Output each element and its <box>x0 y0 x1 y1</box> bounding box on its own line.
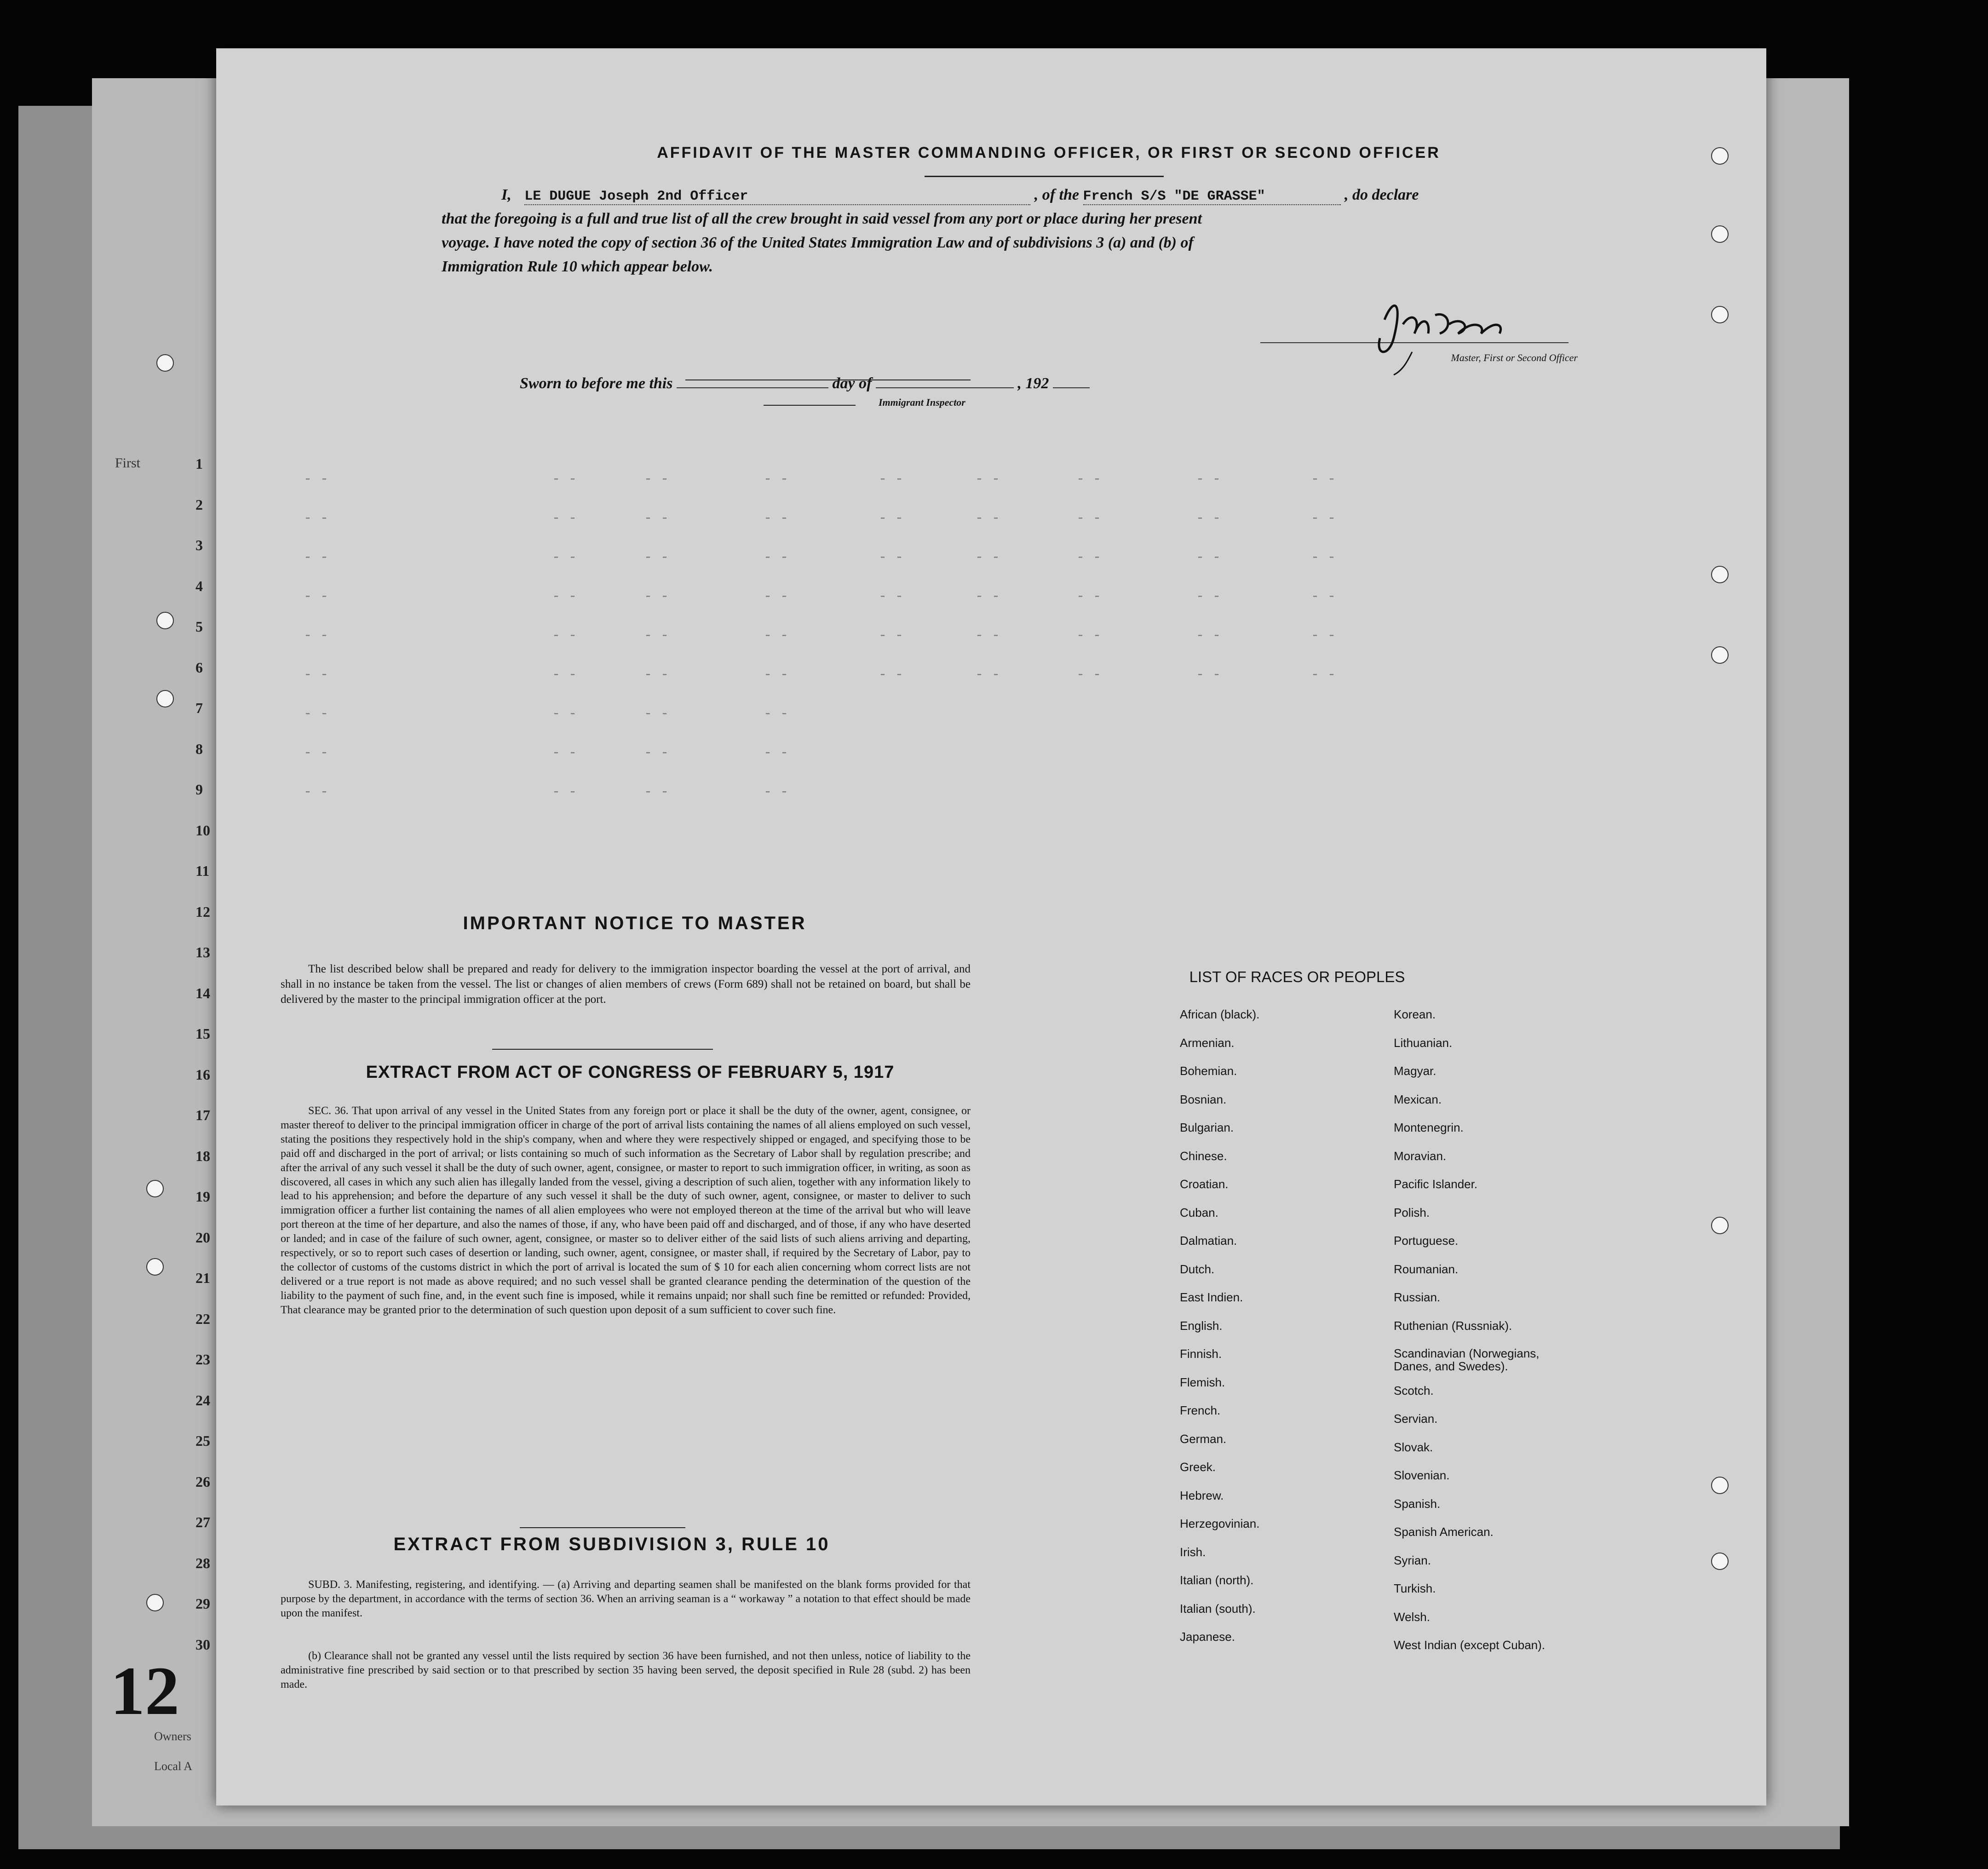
affidavit-line-1 <box>442 186 1674 205</box>
punch-hole <box>1711 1217 1729 1234</box>
punch-hole <box>146 1594 164 1611</box>
ghost-dash: - - <box>552 550 577 565</box>
ghost-dash: - - <box>879 511 904 526</box>
race-item: Russian. <box>1394 1290 1441 1304</box>
manifest-line-number: 22 <box>195 1310 210 1327</box>
notice-heading: IMPORTANT NOTICE TO MASTER <box>463 913 807 933</box>
ghost-dash: - - <box>304 472 329 487</box>
race-item: Bosnian. <box>1180 1092 1227 1106</box>
manifest-line-number: 28 <box>195 1554 210 1571</box>
sheet-number: 12 <box>110 1653 179 1729</box>
ghost-dash: - - <box>764 628 789 644</box>
ghost-dash: - - <box>879 472 904 487</box>
punch-hole <box>1711 566 1729 583</box>
inspector-caption: Immigrant Inspector <box>879 397 965 408</box>
ghost-dash: - - <box>1076 589 1102 604</box>
race-item: Spanish. <box>1394 1496 1441 1511</box>
manifest-line-number: 21 <box>195 1270 210 1286</box>
ghost-dash: - - <box>1196 550 1221 565</box>
manifest-line-number: 13 <box>195 944 210 960</box>
ghost-dash: - - <box>1196 511 1221 526</box>
ghost-dash: - - <box>1196 472 1221 487</box>
rule10-text-a: SUBD. 3. Manifesting, registering, and identifying. — (a) Arriving and departing seamen shall be manifested on the blank forms provided for that purpose by the department, in accordance with the terms of section 36. When an arriving seaman is a “ workaway ” a notation to that effect should be made upon the manifest. <box>281 1579 971 1619</box>
race-item: Mexican. <box>1394 1092 1442 1106</box>
act-text: SEC. 36. That upon arrival of any vessel in the United States from any foreign port or place it shall be the duty of the owner, agent, consignee, or master thereof to deliver to the principal immigration officer in charge of the port of arrival lists containing the names of all aliens employed on such vessel, stating the positions they respectively hold in the ship's company, when and where they were respectively shipped or engaged, and specifying those to be paid off and discharged in the port of arrival; or lists containing so much of such information as the Secretary of Labor shall by regulation prescribe; and after the arrival of any such vessel it shall be the duty of such owner, agent, consignee, or master to report to such immigration officer, in writing, as soon as discovered, all cases in which any such alien has illegally landed from the vessel, giving a description of such alien, together with any information likely to lead to his apprehension; and before the departure of any such vessel it shall be the duty of such owner, agent, consignee, or master to deliver to such immigration officer a further list containing the names of all alien employees who were not employed thereon at the time of the arrival but who will leave port thereon at the time of her departure, and also the names of those, if any, who have been paid off and discharged, and of those, if any who have deserted or landed; and in case of the failure of such owner, agent, consignee, or master so to deliver either of the said lists of such aliens arriving and departing, respectively, or so to report such cases of desertion or landing, such owner, agent, consignee, or master shall, if required by the Secretary of Labor, pay to the collector of customs of the customs district in which the port of arrival is located the sum of $ 10 for each alien concerning whom correct lists are not delivered or a true report is not made as above required; and no such vessel shall be granted clearance pending the determination of the question of the liability to the payment of such fine, and, in the event such fine is imposed, while it remains unpaid; nor shall such fine be remitted or refunded: Provided, That clearance may be granted prior to the determination of such question upon deposit of a sum sufficient to cover such fine. <box>281 1105 971 1316</box>
ghost-dash: - - <box>764 706 789 722</box>
ghost-dash: - - <box>552 511 577 526</box>
manifest-line-number: 12 <box>195 903 210 920</box>
punch-hole <box>1711 646 1729 664</box>
manifest-line-number: 15 <box>195 1025 210 1042</box>
manifest-line-number: 19 <box>195 1188 210 1205</box>
ghost-dash: - - <box>552 628 577 644</box>
affidavit-declare: , do declare <box>1344 186 1419 203</box>
ghost-dash: - - <box>879 667 904 683</box>
vessel-name: French S/S "DE GRASSE" <box>1083 189 1341 205</box>
ghost-dash: - - <box>644 628 669 644</box>
race-item: Cuban. <box>1180 1205 1218 1219</box>
ghost-dash: - - <box>304 589 329 604</box>
race-item: Lithuanian. <box>1394 1035 1453 1050</box>
ghost-dash: - - <box>304 745 329 761</box>
race-item: Hebrew. <box>1180 1488 1224 1502</box>
manifest-line-number: 16 <box>195 1066 210 1083</box>
officer-signature <box>1256 269 1578 389</box>
ghost-dash: - - <box>644 784 669 800</box>
ghost-dash: - - <box>1311 511 1336 526</box>
ghost-dash: - - <box>644 511 669 526</box>
ghost-dash: - - <box>304 667 329 683</box>
race-item: Montenegrin. <box>1394 1121 1464 1134</box>
ghost-dash: - - <box>1311 472 1336 487</box>
ghost-dash: - - <box>1311 667 1336 683</box>
punch-hole <box>146 1180 164 1197</box>
race-item: Italian (south). <box>1180 1601 1256 1616</box>
race-item: Finnish. <box>1180 1347 1222 1361</box>
manifest-line-number: 14 <box>195 984 210 1001</box>
race-item: Slovenian. <box>1394 1468 1450 1482</box>
ghost-dash: - - <box>1311 589 1336 604</box>
race-item: Bulgarian. <box>1180 1121 1234 1134</box>
punch-hole <box>1711 147 1729 165</box>
sworn-year: , 192 <box>1017 375 1049 392</box>
ghost-dash: - - <box>764 745 789 761</box>
manifest-line-number: 7 <box>195 700 203 716</box>
ghost-dash: - - <box>975 472 1000 487</box>
race-item: African (black). <box>1180 1007 1260 1021</box>
ghost-dash: - - <box>879 589 904 604</box>
punch-hole <box>1711 1553 1729 1570</box>
race-item: English. <box>1180 1318 1223 1333</box>
manifest-line-number: 10 <box>195 822 210 839</box>
sworn-line <box>520 375 1090 392</box>
ghost-dash: - - <box>304 511 329 526</box>
rule10-heading: EXTRACT FROM SUBDIVISION 3, RULE 10 <box>393 1534 830 1554</box>
manifest-line-number: 23 <box>195 1351 210 1368</box>
manifest-line-number: 27 <box>195 1514 210 1530</box>
manifest-line-number: 17 <box>195 1107 210 1123</box>
ghost-dash: - - <box>1196 667 1221 683</box>
manifest-line-number: 6 <box>195 659 203 676</box>
ghost-dash: - - <box>975 589 1000 604</box>
manifest-line-number: 11 <box>195 863 210 879</box>
manifest-line-number: 18 <box>195 1147 210 1164</box>
race-item: West Indian (except Cuban). <box>1394 1638 1546 1652</box>
affidavit-prefix: I, <box>501 186 511 203</box>
race-item: Greek. <box>1180 1460 1216 1474</box>
officer-name: LE DUGUE Joseph 2nd Officer <box>524 189 1030 205</box>
ghost-dash: - - <box>1076 628 1102 644</box>
affidavit-of-the: , of the <box>1034 186 1080 203</box>
race-item: Moravian. <box>1394 1149 1447 1163</box>
race-item: Irish. <box>1180 1545 1206 1559</box>
ghost-dash: - - <box>764 472 789 487</box>
ghost-dash: - - <box>304 706 329 722</box>
race-item: Portuguese. <box>1394 1234 1459 1248</box>
race-item: German. <box>1180 1432 1227 1446</box>
ghost-dash: - - <box>764 511 789 526</box>
race-item: Pacific Islander. <box>1394 1177 1478 1191</box>
race-item: French. <box>1180 1403 1221 1417</box>
race-item: Turkish. <box>1394 1581 1436 1595</box>
manifest-line-number: 29 <box>195 1595 210 1612</box>
race-item: Welsh. <box>1394 1610 1430 1624</box>
punch-hole <box>1711 1477 1729 1494</box>
race-item: Korean. <box>1394 1007 1436 1021</box>
ghost-dash: - - <box>552 667 577 683</box>
affidavit-line-3: voyage. I have noted the copy of section 36 of the United States Immigration Law and of subdivisions 3 (a) and (b) of <box>442 234 1194 251</box>
sworn-year-blank <box>1053 387 1090 388</box>
race-item: Syrian. <box>1394 1553 1431 1567</box>
ghost-dash: - - <box>764 667 789 683</box>
local-label: Local A <box>154 1760 193 1773</box>
manifest-line-number: 30 <box>195 1636 210 1653</box>
punch-hole <box>1711 306 1729 323</box>
ghost-dash: - - <box>1076 511 1102 526</box>
first-class-label: First <box>115 455 141 471</box>
sworn-day-of: day of <box>832 375 872 392</box>
ghost-dash: - - <box>1196 589 1221 604</box>
manifest-line-number: 20 <box>195 1229 210 1246</box>
ghost-dash: - - <box>975 628 1000 644</box>
race-item: East Indien. <box>1180 1290 1243 1304</box>
ghost-dash: - - <box>552 706 577 722</box>
race-item: Ruthenian (Russniak). <box>1394 1318 1512 1333</box>
sworn-day-blank <box>677 387 828 388</box>
race-item: Spanish American. <box>1394 1525 1494 1539</box>
manifest-line-number: 24 <box>195 1392 210 1409</box>
notice-text: The list described below shall be prepared and ready for delivery to the immigration inspector boarding the vessel at the port of arrival, and shall in no instance be taken from the vessel. The list or changes of alien members of crews (Form 689) shall not be retained on board, but shall be delivered by the master to the principal immigration officer at the port. <box>281 963 971 1006</box>
notice-rule <box>492 1049 713 1050</box>
ghost-dash: - - <box>644 472 669 487</box>
sworn-prefix: Sworn to before me this <box>520 375 673 392</box>
race-item: Croatian. <box>1180 1177 1229 1191</box>
sworn-month-blank <box>876 387 1014 388</box>
ghost-dash: - - <box>764 784 789 800</box>
race-item: Dutch. <box>1180 1262 1215 1276</box>
manifest-line-number: 4 <box>195 577 203 594</box>
ghost-dash: - - <box>644 706 669 722</box>
ghost-dash: - - <box>304 628 329 644</box>
ghost-dash: - - <box>764 550 789 565</box>
ghost-dash: - - <box>644 589 669 604</box>
ghost-dash: - - <box>975 511 1000 526</box>
race-item: Herzegovinian. <box>1180 1517 1260 1530</box>
race-item: Slovak. <box>1394 1440 1433 1454</box>
ghost-dash: - - <box>764 589 789 604</box>
race-item: Flemish. <box>1180 1375 1225 1389</box>
ghost-dash: - - <box>879 550 904 565</box>
ghost-dash: - - <box>304 550 329 565</box>
ghost-dash: - - <box>304 784 329 800</box>
ghost-dash: - - <box>1076 667 1102 683</box>
heading-rule <box>925 176 1164 177</box>
ghost-dash: - - <box>1311 550 1336 565</box>
manifest-line-number: 8 <box>195 740 203 757</box>
affidavit-line-2: that the foregoing is a full and true list of all the crew brought in said vessel from any port or place during her present <box>442 210 1202 227</box>
manifest-line-number: 25 <box>195 1432 210 1449</box>
manifest-line-number: 1 <box>195 455 203 472</box>
race-item: Polish. <box>1394 1205 1430 1219</box>
race-item: Scandinavian (Norwegians, Danes, and Swedes). <box>1394 1346 1540 1373</box>
ghost-dash: - - <box>879 628 904 644</box>
ghost-dash: - - <box>1311 628 1336 644</box>
owners-label: Owners <box>154 1730 191 1743</box>
affidavit-page <box>216 48 1766 1806</box>
affidavit-heading: AFFIDAVIT OF THE MASTER COMMANDING OFFICER, OR FIRST OR SECOND OFFICER <box>657 144 1441 161</box>
races-heading: LIST OF RACES OR PEOPLES <box>1189 968 1405 985</box>
race-item: Japanese. <box>1180 1630 1235 1644</box>
race-item: Servian. <box>1394 1412 1438 1426</box>
ghost-dash: - - <box>552 589 577 604</box>
punch-hole <box>156 612 174 629</box>
race-item: Roumanian. <box>1394 1262 1459 1276</box>
manifest-line-number: 26 <box>195 1473 210 1490</box>
rule10-text-b: (b) Clearance shall not be granted any vessel until the lists required by section 36 have been furnished, and not then unless, notice of liability to the administrative fine prescribed by said section or to that prescribed by section 35 having been served, the deposit specified in Rule 28 (subd. 2) has been made. <box>281 1650 971 1691</box>
ghost-dash: - - <box>644 667 669 683</box>
race-item: Armenian. <box>1180 1035 1235 1050</box>
manifest-line-number: 3 <box>195 537 203 553</box>
affidavit-line-4: Immigration Rule 10 which appear below. <box>442 258 713 275</box>
ghost-dash: - - <box>552 472 577 487</box>
manifest-line-number: 9 <box>195 781 203 798</box>
signature-caption: Master, First or Second Officer <box>1451 352 1578 363</box>
act-heading: EXTRACT FROM ACT OF CONGRESS OF FEBRUARY 5, 1917 <box>366 1063 895 1082</box>
race-item: Scotch. <box>1394 1383 1434 1397</box>
ghost-dash: - - <box>1076 472 1102 487</box>
ghost-dash: - - <box>1196 628 1221 644</box>
manifest-line-number: 5 <box>195 618 203 635</box>
ghost-dash: - - <box>975 550 1000 565</box>
ghost-dash: - - <box>975 667 1000 683</box>
race-item: Chinese. <box>1180 1149 1227 1163</box>
inspector-caption-rule <box>764 405 856 406</box>
punch-hole <box>156 690 174 707</box>
ghost-dash: - - <box>1076 550 1102 565</box>
race-item: Magyar. <box>1394 1064 1436 1078</box>
punch-hole <box>146 1258 164 1276</box>
manifest-line-number: 2 <box>195 496 203 513</box>
ghost-dash: - - <box>644 745 669 761</box>
punch-hole <box>1711 225 1729 243</box>
punch-hole <box>156 354 174 372</box>
ghost-dash: - - <box>552 745 577 761</box>
race-item: Bohemian. <box>1180 1064 1237 1078</box>
ghost-dash: - - <box>644 550 669 565</box>
race-item: Italian (north). <box>1180 1573 1254 1587</box>
ghost-dash: - - <box>552 784 577 800</box>
race-item: Dalmatian. <box>1180 1234 1237 1248</box>
act-rule <box>520 1527 685 1528</box>
